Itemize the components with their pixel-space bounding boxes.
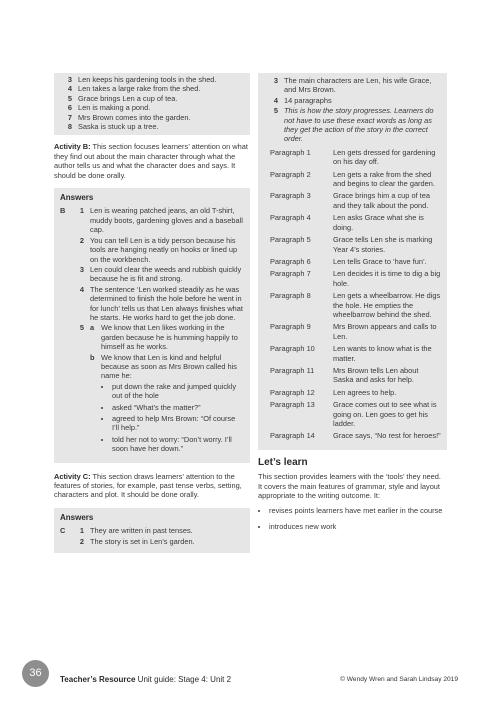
answer-list-continued (54, 73, 250, 135)
answers-heading: Answers (60, 512, 94, 522)
activity-b-description: Activity B: This section focuses learners’ attention on what they find out about the main character through what the author tells us and what the character does and says. It should be done orally. (54, 142, 248, 180)
answer-item: 3 The main characters are Len, his wife Grace, and Mrs Brown. (273, 76, 432, 95)
table-row: Paragraph 6 Len tells Grace to ‘have fun’. (270, 256, 427, 266)
table-row: Paragraph 9 Mrs Brown appears and calls to Len. (270, 322, 437, 341)
answer-item: B 1 Len is wearing patched jeans, an old T-shirt, muddy boots, gardening gloves and a baseball cap. (60, 206, 243, 235)
bullet-list (258, 506, 447, 531)
bullet-list (101, 382, 244, 454)
bullet-item: • revises points learners have met earlier in the course (269, 506, 447, 515)
bullet-item: • introduces new work (269, 522, 447, 531)
list-item: 6 Len is making a pond. (67, 103, 151, 113)
bullet-item: • told her not to worry: “Don’t worry. I’ll soon have her down.” (112, 435, 244, 454)
table-row: Paragraph 3 Grace brings him a cup of tea and they talk about the pond. (270, 191, 430, 210)
list-item: 5 Grace brings Len a cup of tea. (67, 93, 178, 103)
page-number: 36 (22, 660, 49, 687)
table-row: Paragraph 4 Len asks Grace what she is doing. (270, 213, 424, 232)
list-item: 7 Mrs Brown comes into the garden. (67, 112, 191, 122)
table-row: Paragraph 5 Grace tells Len she is marking Year 4’s stories. (270, 235, 433, 254)
list-item: 8 Saska is stuck up a tree. (67, 122, 159, 132)
list-item: 3 Len keeps his gardening tools in the shed. (67, 75, 217, 84)
answer-item: 4 The sentence ‘Len worked steadily as he was determined to finish the hole before he went in for lunch’ tells us that Len always finishes what he starts. He works hard to get the job done. (79, 284, 243, 322)
table-row: Paragraph 7 Len decides it is time to dig a big hole. (270, 269, 441, 288)
bullet-item: • agreed to help Mrs Brown: “Of course I’ll help.” (112, 414, 244, 433)
table-row: Paragraph 11 Mrs Brown tells Len about Saska and asks for help. (270, 365, 419, 385)
bullet-item: • asked “What’s the matter?” (112, 403, 244, 412)
answer-item: 2 You can tell Len is a tidy person because his tools are hanging neatly on hooks or lined up on the workbench. (79, 235, 238, 264)
answer-item: 3 Len could clear the weeds and rubbish quickly because he is fit and strong. (79, 264, 242, 284)
section-heading: Let’s learn (258, 456, 308, 468)
activity-c-description: Activity C: This section draws learners’ attention to the features of stories, for example, past tense verbs, setting, characters and plot. It should be done orally. (54, 471, 242, 500)
table-row: Paragraph 8 Len gets a wheelbarrow. He digs the hole. He empties the wheelbarrow behind the shed. (270, 291, 441, 319)
answer-item: 5 a We know that Len likes working in the garden because he is humming happily to himself as he works. (79, 323, 238, 352)
paragraph-table (264, 148, 441, 441)
answer-item: 4 14 paragraphs (273, 95, 332, 105)
answer-item: 5 This is how the story progresses. Learners do not have to use these exact words as long as they get the action of the story in the correct order. (273, 106, 434, 144)
answer-item: b We know that Len is kind and helpful because as soon as Mrs Brown called his name he: • put down the rake and jumped quickly out of the hole • asked “What’s the matter?” • agreed to help Mrs Brown: “Of course I’ll help.” • told her not to worry: “Don’t worry. I’ll soon have her down.” (60, 353, 244, 456)
copyright-notice: © Wendy Wren and Sarah Lindsay 2019 (340, 676, 458, 683)
lets-learn-section (258, 458, 447, 531)
table-row: Paragraph 10 Len wants to know what is the matter. (270, 344, 432, 363)
answers-c-box (54, 508, 250, 553)
list-item: 4 Len takes a large rake from the shed. (67, 84, 201, 94)
answers-b-box (54, 188, 250, 463)
section-paragraph: This section provides learners with the ‘tools’ they need. It covers the main features of grammar, style and layout appropriate to the writing outcome. It: (258, 472, 441, 501)
answer-item: C 1 They are written in past tenses. (60, 526, 193, 536)
footer-title: Teacher’s Resource Unit guide: Stage 4: Unit 2 (60, 675, 232, 684)
right-column (258, 73, 447, 537)
table-row: Paragraph 14 Grace says, “No rest for heroes!” (270, 431, 441, 441)
table-row: Paragraph 1 Len gets dressed for gardening on his day off. (270, 147, 436, 167)
table-row: Paragraph 12 Len agrees to help. (270, 387, 397, 397)
answers-c-continued-box (258, 73, 447, 450)
answer-item: 2 The story is set in Len’s garden. (79, 536, 195, 546)
table-row: Paragraph 2 Len gets a rake from the shed and begins to clear the garden. (270, 169, 435, 189)
answers-heading: Answers (60, 193, 94, 203)
left-column (54, 73, 250, 553)
table-row: Paragraph 13 Grace comes out to see what is going on. Len goes to get his ladder. (270, 400, 437, 428)
bullet-item: • put down the rake and jumped quickly out of the hole (112, 382, 244, 401)
